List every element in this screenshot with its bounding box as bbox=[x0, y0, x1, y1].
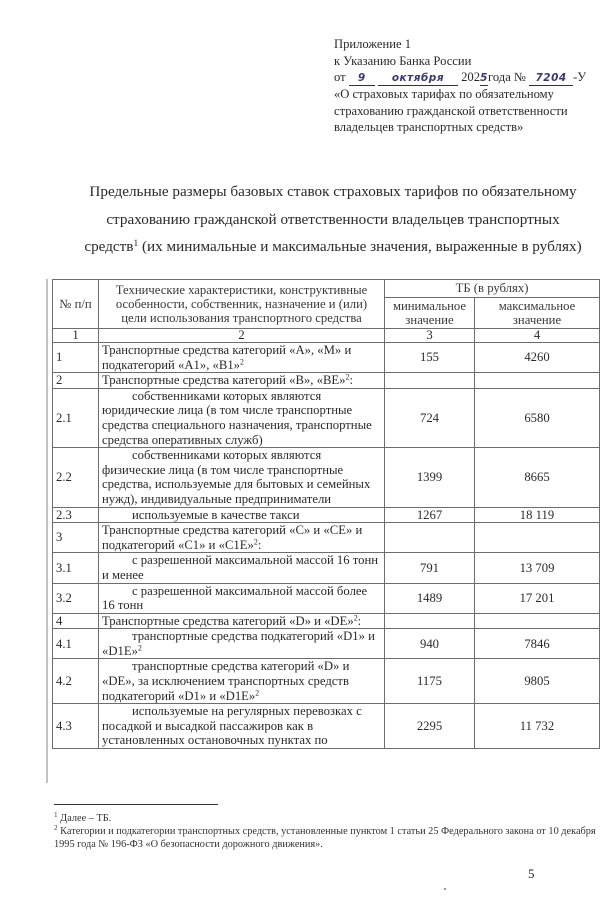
min-value bbox=[385, 373, 475, 389]
appendix-subject-2: страхованию гражданской ответственности bbox=[334, 103, 568, 118]
row-description bbox=[99, 704, 385, 749]
index-cell: 3 bbox=[385, 329, 475, 343]
title-line-3 bbox=[52, 233, 614, 261]
footnote-ref-2: 2 bbox=[240, 357, 244, 367]
document-title bbox=[52, 178, 614, 261]
footnote-mark: 1 bbox=[54, 811, 58, 820]
appendix-number: Приложение 1 bbox=[334, 37, 412, 51]
footnote-1 bbox=[54, 812, 614, 825]
max-value: 9805 bbox=[475, 659, 600, 704]
title-word: средств bbox=[84, 238, 134, 255]
description-text: транспортные средства подкатегорий «D1» и «D1E» bbox=[102, 629, 375, 658]
table-row bbox=[53, 613, 600, 629]
row-description bbox=[99, 373, 385, 389]
row-description bbox=[99, 523, 385, 553]
description-text: Транспортные средства категорий «С» и «СЕ» и подкатегорий «С1» и «С1Е» bbox=[102, 523, 363, 552]
min-value: 155 bbox=[385, 343, 475, 373]
footnote-ref-1: 1 bbox=[133, 238, 139, 249]
row-number: 2.1 bbox=[53, 388, 99, 447]
scan-edge-shadow bbox=[46, 279, 48, 783]
footnote-2 bbox=[54, 825, 614, 851]
table-row bbox=[53, 373, 600, 389]
footnotes bbox=[54, 812, 614, 852]
row-description bbox=[99, 388, 385, 447]
row-number: 4.1 bbox=[53, 629, 99, 659]
index-cell: 4 bbox=[475, 329, 600, 343]
appendix-subject-1: «О страховых тарифах по обязательному bbox=[334, 87, 554, 102]
index-cell: 2 bbox=[99, 329, 385, 343]
description-text: используемые на регулярных перевозках с посадкой и высадкой пассажиров как в установленных остановочных пунктах по bbox=[102, 704, 362, 748]
min-value: 1489 bbox=[385, 583, 475, 613]
header-max: максимальное значение bbox=[475, 298, 600, 329]
max-value: 18 119 bbox=[475, 507, 600, 523]
handwritten-year-digit: 5 bbox=[480, 72, 488, 85]
appendix-reference: к Указанию Банка России bbox=[334, 53, 472, 68]
footnote-separator bbox=[54, 804, 218, 805]
min-value: 1175 bbox=[385, 659, 475, 704]
min-value: 1267 bbox=[385, 507, 475, 523]
min-value: 1399 bbox=[385, 448, 475, 507]
description-text: с разрешенной максимальной массой более 16 тонн bbox=[102, 583, 368, 613]
min-value: 724 bbox=[385, 388, 475, 447]
header-num: № п/п bbox=[53, 280, 99, 329]
handwritten-doc-number: 7204 bbox=[529, 71, 573, 86]
description-tail: : bbox=[357, 613, 362, 628]
table-row bbox=[53, 343, 600, 373]
date-prefix: от bbox=[334, 70, 346, 85]
footnote-ref-2: 2 bbox=[255, 688, 260, 698]
table-row bbox=[53, 507, 600, 523]
row-number: 2 bbox=[53, 373, 99, 389]
handwritten-day: 9 bbox=[349, 71, 375, 86]
max-value: 17 201 bbox=[475, 583, 600, 613]
row-number: 3.1 bbox=[53, 553, 99, 583]
description-text: собственниками которых являются юридические лица (в том числе транспортные средства специального назначения, транспортные средства оперативных служб) bbox=[102, 388, 372, 447]
max-value bbox=[475, 373, 600, 389]
row-description bbox=[99, 583, 385, 613]
row-description bbox=[99, 629, 385, 659]
scan-speck bbox=[444, 888, 446, 890]
description-tail: : bbox=[349, 373, 353, 388]
table-row bbox=[53, 553, 600, 583]
header-min: минимальное значение bbox=[385, 298, 475, 329]
appendix-date-line bbox=[334, 69, 609, 86]
table-row bbox=[53, 629, 600, 659]
footnote-ref-2: 2 bbox=[353, 613, 358, 623]
description-text: Транспортные средства категорий «А», «М» и подкатегорий «А1», «В1» bbox=[102, 343, 352, 372]
table-row bbox=[53, 583, 600, 613]
footnote-ref-2: 2 bbox=[253, 537, 258, 547]
row-number: 2.2 bbox=[53, 448, 99, 507]
description-text: собственниками которых являются физические лица (в том числе транспортные средства, используемые для бытовых и семейных нужд), индивидуальные предприниматели bbox=[102, 448, 371, 506]
min-value bbox=[385, 523, 475, 553]
doc-suffix: -У bbox=[573, 70, 587, 85]
row-number: 2.3 bbox=[53, 507, 99, 523]
max-value: 4260 bbox=[475, 343, 600, 373]
min-value: 2295 bbox=[385, 704, 475, 749]
max-value: 8665 bbox=[475, 448, 600, 507]
max-value bbox=[475, 613, 600, 629]
table-row bbox=[53, 448, 600, 507]
row-number: 4 bbox=[53, 613, 99, 629]
footnote-ref-2: 2 bbox=[137, 643, 142, 653]
row-number: 4.3 bbox=[53, 704, 99, 749]
table-row bbox=[53, 704, 600, 749]
description-text: Транспортные средства категорий «D» и «DE» bbox=[102, 613, 354, 628]
year-prefix: 202 bbox=[461, 70, 480, 85]
title-line-2: страхованию гражданской ответственности владельцев транспортных bbox=[106, 210, 560, 228]
row-description bbox=[99, 343, 385, 373]
row-number: 1 bbox=[53, 343, 99, 373]
table-row bbox=[53, 659, 600, 704]
page-number: 5 bbox=[528, 866, 535, 881]
row-description bbox=[99, 553, 385, 583]
row-description bbox=[99, 659, 385, 704]
column-index-row bbox=[53, 329, 600, 343]
appendix-header bbox=[334, 36, 609, 136]
footnote-text: Далее – ТБ. bbox=[57, 813, 112, 824]
row-description bbox=[99, 613, 385, 629]
footnote-text: Категории и подкатегории транспортных средств, установленные пунктом 1 статьи 25 Федерального закона от 10 декабря 1995 года № 196-ФЗ «О безопасности дорожного движения». bbox=[54, 826, 596, 851]
row-description bbox=[99, 507, 385, 523]
description-text: транспортные средства категорий «D» и «DE», за исключением транспортных средств подкатегорий «D1» и «D1E» bbox=[102, 659, 350, 703]
min-value: 791 bbox=[385, 553, 475, 583]
description-text: Транспортные средства категорий «В», «ВЕ» bbox=[102, 373, 346, 388]
footnote-ref-2: 2 bbox=[345, 372, 350, 382]
header-tb-group: ТБ (в рублях) bbox=[385, 280, 600, 298]
description-tail: : bbox=[257, 537, 262, 552]
index-cell: 1 bbox=[53, 329, 99, 343]
footnote-mark: 2 bbox=[54, 824, 58, 833]
max-value: 13 709 bbox=[475, 553, 600, 583]
handwritten-month: октября bbox=[378, 71, 458, 86]
max-value: 7846 bbox=[475, 629, 600, 659]
max-value bbox=[475, 523, 600, 553]
header-description: Технические характеристики, конструктивные особенности, собственник, назначение и (или) цели использования транспортного средства bbox=[99, 280, 385, 329]
min-value bbox=[385, 613, 475, 629]
table-row bbox=[53, 523, 600, 553]
table-row bbox=[53, 388, 600, 447]
description-text: используемые в качестве такси bbox=[132, 507, 300, 522]
title-rest: (их минимальные и максимальные значения, выраженные в рублях) bbox=[138, 238, 582, 255]
description-text: с разрешенной максимальной массой 16 тонн и менее bbox=[102, 553, 379, 582]
row-number: 3.2 bbox=[53, 583, 99, 613]
max-value: 11 732 bbox=[475, 704, 600, 749]
row-number: 4.2 bbox=[53, 659, 99, 704]
appendix-subject-3: владельцев транспортных средств» bbox=[334, 120, 524, 135]
min-value: 940 bbox=[385, 629, 475, 659]
row-description bbox=[99, 448, 385, 507]
max-value: 6580 bbox=[475, 388, 600, 447]
tariff-table bbox=[52, 279, 600, 749]
title-line-1: Предельные размеры базовых ставок страховых тарифов по обязательному bbox=[89, 183, 577, 200]
year-suffix: года № bbox=[488, 70, 526, 85]
row-number: 3 bbox=[53, 523, 99, 553]
